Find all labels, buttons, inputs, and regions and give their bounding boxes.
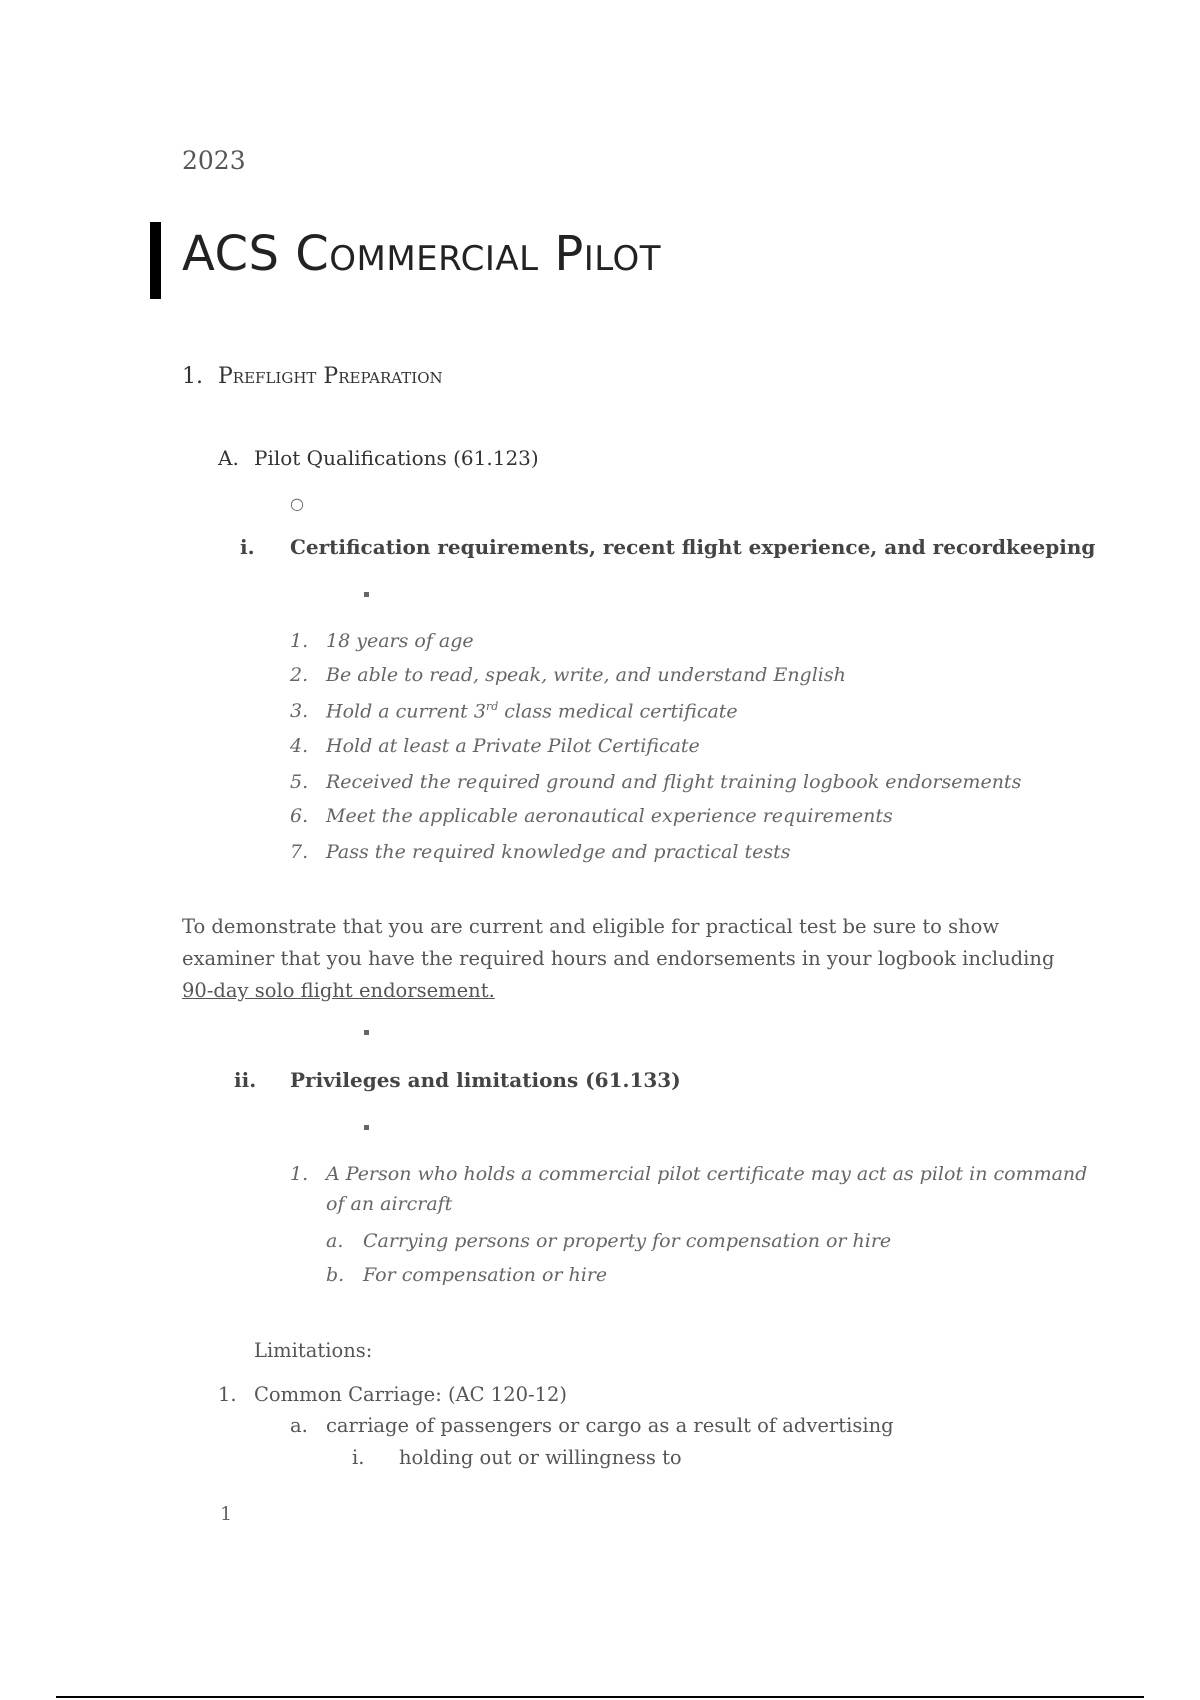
list-item-number: 7. (290, 841, 309, 863)
document-title: ACS Commercial Pilot (182, 226, 662, 282)
empty-bullet-square (364, 1030, 369, 1035)
item-i-title: Certification requirements, recent flight experience, and recordkeeping (290, 535, 1096, 559)
item-ii-title: Privileges and limitations (61.133) (290, 1068, 681, 1092)
subsection-letter: A. (218, 446, 239, 470)
list-item-number: 4. (290, 735, 309, 757)
page-bottom-rule (56, 1696, 1144, 1698)
list-item: Be able to read, speak, write, and understand English (326, 664, 846, 686)
section-title: Preflight Preparation (218, 364, 443, 389)
item-i-numeral: i. (240, 535, 255, 559)
list-item: Hold at least a Private Pilot Certificate (326, 735, 700, 757)
empty-bullet-square (364, 592, 369, 597)
list-item-number: 6. (290, 805, 309, 827)
list-item-number: 1. (290, 1163, 309, 1185)
subsection-title: Pilot Qualifications (61.123) (254, 446, 539, 470)
page-number: 1 (220, 1503, 233, 1525)
list-item: Hold a current 3rd class medical certificate (326, 700, 738, 723)
underlined-text: 90-day solo flight endorsement. (182, 979, 495, 1002)
sub-list-item-letter: b. (326, 1264, 345, 1286)
item-ii-numeral: ii. (234, 1068, 257, 1092)
sub-sub-list-item-numeral: i. (352, 1446, 365, 1469)
document-year: 2023 (182, 146, 246, 175)
list-item: 18 years of age (326, 630, 474, 652)
body-paragraph: To demonstrate that you are current and eligible for practical test be sure to show examiner that you have the required hours and endorsements in your logbook including 90-day solo flight endorsement. (182, 915, 1055, 1002)
list-item: Pass the required knowledge and practical tests (326, 841, 791, 863)
empty-bullet-square (364, 1125, 369, 1130)
sub-sub-list-item: holding out or willingness to (399, 1446, 682, 1469)
empty-bullet-circle: ○ (290, 494, 304, 513)
section-number: 1. (182, 364, 203, 389)
sub-list-item: For compensation or hire (363, 1264, 608, 1286)
sub-list-item-letter: a. (290, 1414, 308, 1437)
limitations-label: Limitations: (254, 1339, 373, 1362)
list-item: Meet the applicable aeronautical experience requirements (326, 805, 893, 827)
title-accent-bar (150, 222, 161, 299)
sub-list-item: carriage of passengers or cargo as a result of advertising (326, 1414, 894, 1437)
sub-list-item-letter: a. (326, 1230, 344, 1252)
list-item-number: 1. (290, 630, 309, 652)
list-item: Common Carriage: (AC 120-12) (254, 1383, 568, 1406)
list-item-number: 1. (218, 1383, 237, 1406)
list-item: A Person who holds a commercial pilot certificate may act as pilot in command (326, 1163, 1088, 1185)
list-item-number: 2. (290, 664, 309, 686)
sub-list-item: Carrying persons or property for compensation or hire (363, 1230, 892, 1252)
list-item-continuation: of an aircraft (326, 1193, 453, 1215)
list-item-number: 5. (290, 771, 309, 793)
list-item: Received the required ground and flight training logbook endorsements (326, 771, 1022, 793)
list-item-number: 3. (290, 700, 309, 722)
